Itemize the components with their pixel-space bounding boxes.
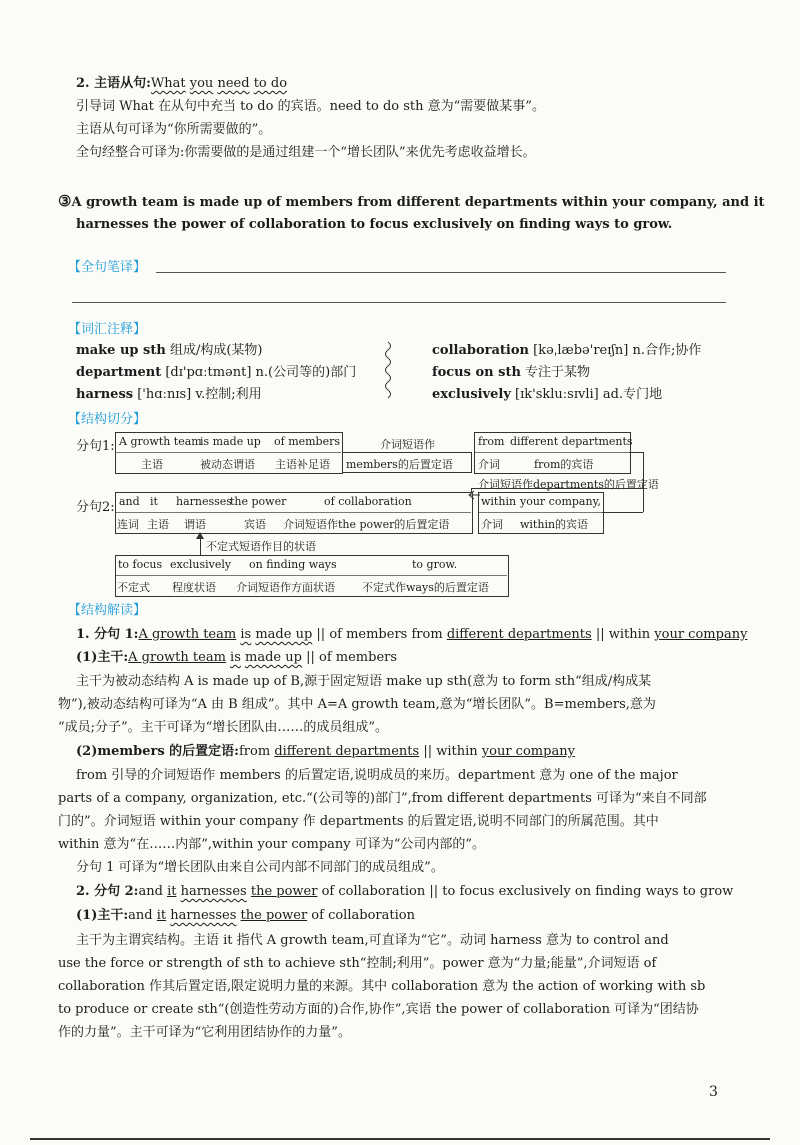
s1-heading xyxy=(76,624,747,645)
s1-sep: || xyxy=(316,627,326,642)
c1-role: 被动态谓语 xyxy=(200,458,255,471)
m1-label: (1)主干: xyxy=(76,650,129,665)
answer-line xyxy=(72,302,726,303)
s2-heading xyxy=(76,881,733,902)
c3-role: 不定式作ways的后置定语 xyxy=(362,581,489,594)
s1-part: from xyxy=(411,627,443,642)
m3-part: of collaboration xyxy=(311,908,415,923)
c2-word: harnesses xyxy=(176,495,232,508)
s2-part: harnesses xyxy=(180,884,247,899)
p1-line: 主干为被动态结构 A is made up of B,源于固定短语 make up sth(意为 to form sth“组成/构成某 xyxy=(76,674,652,689)
vocab-def: 专注于某物 xyxy=(520,365,591,380)
c1-mid-bot: members的后置定语 xyxy=(346,458,453,471)
vocab-item xyxy=(432,340,701,361)
phrase-word: to do xyxy=(253,76,288,91)
vocab-item xyxy=(432,384,662,405)
s1-sep: || xyxy=(595,627,605,642)
m2-part: your company xyxy=(481,744,575,759)
vocab-term: focus on sth xyxy=(432,365,521,380)
m2-part: different departments xyxy=(274,744,420,759)
item3-mark: ③ xyxy=(58,192,72,210)
vocab-item xyxy=(76,384,262,405)
vocab-def: [ɪk'skluːsɪvli] ad.专门地 xyxy=(510,387,663,402)
c1-r-role: from的宾语 xyxy=(534,458,594,471)
c1-role: 主语 xyxy=(141,458,163,471)
vocab-term: exclusively xyxy=(432,387,511,402)
s2-part: to focus exclusively on finding ways to grow xyxy=(442,884,734,899)
p3-line: 作的力量”。主干可译为“它利用团结协作的力量”。 xyxy=(58,1025,351,1040)
c3-role: 介词短语作方面状语 xyxy=(236,581,335,594)
wavy-divider xyxy=(381,340,395,402)
clause2-label: 分句2: xyxy=(76,500,115,515)
c2-role: 介词短语作the power的后置定语 xyxy=(283,518,450,531)
c2-role: 连词 xyxy=(117,518,139,531)
c2-word: it xyxy=(150,495,158,508)
c1-role: 主语补足语 xyxy=(275,458,330,471)
part2-line2: 主语从句可译为“你所需要做的”。 xyxy=(76,122,272,137)
c3-word: on finding ways xyxy=(249,558,337,571)
c2-word: of collaboration xyxy=(324,495,412,508)
phrase-word: you xyxy=(189,76,214,91)
m3-part: the power xyxy=(240,908,308,923)
p2-line: 门的”。介词短语 within your company 作 departments 的后置定语,说明不同部门的所属范围。其中 xyxy=(58,814,659,829)
c2-r-word: your company, xyxy=(520,495,601,508)
m1-part: A growth team xyxy=(128,650,226,665)
vocab-item xyxy=(76,362,356,383)
vocab-def: [kəˌlæbə'reɪʃn] n.合作;协作 xyxy=(529,343,702,358)
reading-label: 【结构解读】 xyxy=(68,603,147,618)
bottom-rule xyxy=(30,1138,770,1140)
s2-sep: || xyxy=(429,884,439,899)
part2-label: 2. 主语从句: xyxy=(76,76,151,91)
m2-part: within xyxy=(436,744,478,759)
item3-sentence-line1 xyxy=(58,191,765,213)
m2-sep: || xyxy=(423,744,433,759)
p2-line: from 引导的介词短语作 members 的后置定语,说明成员的来历。department 意为 one of the major xyxy=(76,768,678,783)
s1-part: of members xyxy=(329,627,408,642)
s1-part: A growth team xyxy=(138,627,237,642)
vocab-label: 【词汇注释】 xyxy=(68,322,147,337)
c1-r-word: different departments xyxy=(510,435,633,448)
c1-word: is made up xyxy=(200,435,261,448)
m1-part: is xyxy=(230,650,241,665)
full-translation-label: 【全句笔译】 xyxy=(68,260,147,275)
arrow-up-icon xyxy=(195,531,205,541)
s1-part: is xyxy=(240,627,252,642)
c1-word: of members xyxy=(274,435,341,448)
m3-part: it xyxy=(156,908,167,923)
item3-text1: A growth team is made up of members from different departments within your company, and it xyxy=(71,195,765,210)
arrow-icon xyxy=(466,490,480,500)
c2-r-role: within的宾语 xyxy=(520,518,589,531)
clause1-label: 分句1: xyxy=(76,439,115,454)
s2-part: it xyxy=(167,884,177,899)
m3-label: (1)主干: xyxy=(76,908,129,923)
p1-line: 物”),被动态结构可译为“A 由 B 组成”。其中 A=A growth team,意为“增长团队”。B=members,意为 xyxy=(58,697,656,712)
part2-line1: 引导词 What 在从句中充当 to do 的宾语。need to do sth 意为“需要做某事”。 xyxy=(76,99,545,114)
answer-line xyxy=(156,272,726,273)
m3-heading xyxy=(76,905,415,926)
phrase-word: What xyxy=(150,76,186,91)
vocab-def: 组成/构成(某物) xyxy=(165,343,263,358)
c1-mid-top: 介词短语作 xyxy=(380,438,435,451)
c3-word: exclusively xyxy=(170,558,232,571)
vocab-term: make up sth xyxy=(76,343,166,358)
c2-role: 谓语 xyxy=(184,518,206,531)
c2-word: and xyxy=(119,495,140,508)
c2-role: 主语 xyxy=(147,518,169,531)
c3-role: 程度状语 xyxy=(172,581,216,594)
p1-line: “成员;分子”。主干可译为“增长团队由……的成员组成”。 xyxy=(58,720,388,735)
m2-label: (2)members 的后置定语: xyxy=(76,744,239,759)
c2-r-role: 介词 xyxy=(481,518,503,531)
m1-part: of members xyxy=(319,650,398,665)
c3-word: to focus xyxy=(118,558,163,571)
vocab-item xyxy=(76,340,262,361)
m1-part: made up xyxy=(245,650,302,665)
c1-r-note: 介词短语作departments的后置定语 xyxy=(478,478,659,491)
p2-line: within 意为“在……内部”,within your company 可译为“公司内部的”。 xyxy=(58,837,486,852)
p3-line: use the force or strength of sth to achieve sth“控制;利用”。power 意为“力量;能量”,介词短语 of xyxy=(58,956,657,971)
m2-part: from xyxy=(238,744,271,759)
m1-heading xyxy=(76,647,397,668)
c2-note: 不定式短语作目的状语 xyxy=(206,540,316,553)
vocab-item xyxy=(432,362,590,383)
structure-label: 【结构切分】 xyxy=(68,412,147,427)
s1-part: your company xyxy=(654,627,748,642)
c2-word: the power xyxy=(230,495,287,508)
vocab-term: harness xyxy=(76,387,134,402)
s2-part: and xyxy=(138,884,163,899)
m3-part: harnesses xyxy=(170,908,237,923)
p2-line: parts of a company, organization, etc.“(公司等的)部门”,from different departments 可译为“来自不同部 xyxy=(58,791,707,806)
part2-heading xyxy=(76,73,287,94)
c1-r-word: from xyxy=(478,435,505,448)
s1-part: different departments xyxy=(446,627,592,642)
c3-word: to grow. xyxy=(412,558,458,571)
p3-line: 主干为主谓宾结构。主语 it 指代 A growth team,可直译为“它”。动词 harness 意为 to control and xyxy=(76,933,669,948)
part2-line3: 全句经整合可译为:你需要做的是通过组建一个“增长团队”来优先考虑收益增长。 xyxy=(76,145,536,160)
c3-role: 不定式 xyxy=(117,581,150,594)
c1-r-role: 介词 xyxy=(478,458,500,471)
p3-line: collaboration 作其后置定语,限定说明力量的来源。其中 collaboration 意为 the action of working with sb xyxy=(58,979,706,994)
p3-line: to produce or create sth“(创造性劳动方面的)合作,协作”,宾语 the power of collaboration 可译为“团结协 xyxy=(58,1002,699,1017)
phrase-word: need xyxy=(217,76,250,91)
m3-part: and xyxy=(128,908,153,923)
c1-word: A growth team xyxy=(119,435,202,448)
page-number: 3 xyxy=(709,1084,718,1100)
s1-label: 1. 分句 1: xyxy=(76,627,139,642)
m2-heading xyxy=(76,741,575,762)
c2-r-word: within xyxy=(481,495,517,508)
s1-part: made up xyxy=(255,627,313,642)
s1-part: within xyxy=(608,627,651,642)
s2-part: the power xyxy=(250,884,318,899)
m1-sep: || xyxy=(306,650,315,665)
item3-sentence-line2: harnesses the power of collaboration to focus exclusively on finding ways to grow. xyxy=(76,217,673,232)
vocab-def: ['hɑːnɪs] v.控制;利用 xyxy=(133,387,262,402)
vocab-def: [dɪ'pɑːtmənt] n.(公司等的)部门 xyxy=(161,365,357,380)
s2-part: of collaboration xyxy=(321,884,426,899)
vocab-term: department xyxy=(76,365,162,380)
p2-line: 分句 1 可译为“增长团队由来自公司内部不同部门的成员组成”。 xyxy=(76,860,444,875)
s2-label: 2. 分句 2: xyxy=(76,884,139,899)
vocab-term: collaboration xyxy=(432,343,529,358)
c2-role: 宾语 xyxy=(244,518,266,531)
